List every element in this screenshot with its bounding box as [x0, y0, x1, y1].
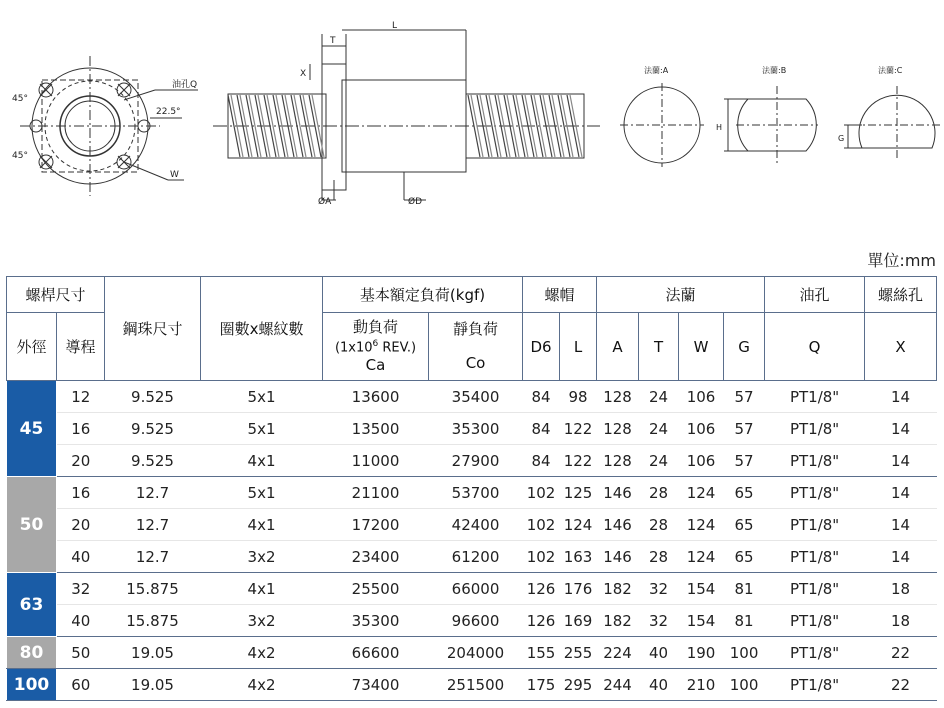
header-oil-hole: 油孔: [765, 277, 865, 313]
cell-t: 32: [639, 573, 679, 605]
cell-x: 14: [865, 477, 937, 509]
cell-l: 98: [560, 381, 597, 413]
header-lead: 導程: [57, 313, 105, 381]
cell-turns: 5x1: [201, 413, 323, 445]
cell-x: 14: [865, 509, 937, 541]
cell-lead: 16: [57, 413, 105, 445]
header-turns: 圈數x螺紋數: [201, 277, 323, 381]
header-g: G: [724, 313, 765, 381]
cell-ball: 12.7: [105, 509, 201, 541]
header-t: T: [639, 313, 679, 381]
cell-g: 100: [724, 637, 765, 669]
t-label: T: [330, 36, 336, 46]
flange-type-b-drawing: [724, 86, 818, 164]
cell-co: 251500: [429, 669, 523, 701]
cell-a: 146: [597, 509, 639, 541]
cell-x: 22: [865, 637, 937, 669]
ca-label: Ca: [365, 355, 386, 374]
table-row: [7, 541, 937, 573]
cell-t: 28: [639, 541, 679, 573]
cell-ball: 12.7: [105, 477, 201, 509]
cell-lead: 12: [57, 381, 105, 413]
cell-lead: 32: [57, 573, 105, 605]
table-row: [7, 637, 937, 669]
cell-w: 190: [679, 637, 724, 669]
cell-d6: 102: [523, 541, 560, 573]
cell-turns: 4x2: [201, 637, 323, 669]
spec-table: [6, 276, 937, 701]
header-nut: 螺帽: [523, 277, 597, 313]
cell-ca: 21100: [323, 477, 429, 509]
cell-x: 14: [865, 413, 937, 445]
header-screw-hole: 螺絲孔: [865, 277, 937, 313]
cell-lead: 40: [57, 541, 105, 573]
cell-ca: 73400: [323, 669, 429, 701]
cell-t: 32: [639, 605, 679, 637]
cell-co: 61200: [429, 541, 523, 573]
cell-ball: 15.875: [105, 573, 201, 605]
cell-t: 24: [639, 413, 679, 445]
cell-a: 244: [597, 669, 639, 701]
header-w: W: [679, 313, 724, 381]
cell-q: PT1/8": [765, 413, 865, 445]
table-row: [7, 509, 937, 541]
spec-table-body: [7, 381, 937, 701]
outer-dia-cell: 50: [7, 477, 57, 573]
w-label: W: [170, 170, 179, 180]
cell-ca: 13600: [323, 381, 429, 413]
table-row: [7, 413, 937, 445]
cell-x: 22: [865, 669, 937, 701]
cell-t: 24: [639, 445, 679, 477]
cell-g: 65: [724, 477, 765, 509]
cell-d6: 175: [523, 669, 560, 701]
dia-d-label: ØD: [408, 197, 423, 207]
dynamic-load-unit: ($1x10^6$ REV.): [334, 339, 417, 356]
cell-co: 35300: [429, 413, 523, 445]
static-load-label: 靜負荷: [453, 320, 499, 338]
cell-q: PT1/8": [765, 445, 865, 477]
cell-turns: 4x2: [201, 669, 323, 701]
cell-turns: 4x1: [201, 445, 323, 477]
cell-g: 57: [724, 445, 765, 477]
cell-turns: 3x2: [201, 541, 323, 573]
flange-a-label: 法蘭:A: [644, 66, 669, 75]
cell-a: 224: [597, 637, 639, 669]
cell-w: 106: [679, 413, 724, 445]
cell-q: PT1/8": [765, 573, 865, 605]
cell-w: 124: [679, 541, 724, 573]
header-q: Q: [765, 313, 865, 381]
cell-co: 204000: [429, 637, 523, 669]
table-row: [7, 381, 937, 413]
header-screw-size: 螺桿尺寸: [7, 277, 105, 313]
cell-lead: 50: [57, 637, 105, 669]
table-row: [7, 477, 937, 509]
cell-ca: 25500: [323, 573, 429, 605]
cell-x: 18: [865, 573, 937, 605]
co-label: Co: [465, 354, 486, 372]
outer-dia-cell: 80: [7, 637, 57, 669]
bolt-hole-top-right: [117, 83, 131, 97]
cell-ball: 19.05: [105, 669, 201, 701]
cell-d6: 102: [523, 477, 560, 509]
cell-ball: 15.875: [105, 605, 201, 637]
cell-l: 255: [560, 637, 597, 669]
cell-l: 124: [560, 509, 597, 541]
cell-lead: 16: [57, 477, 105, 509]
cell-q: PT1/8": [765, 637, 865, 669]
cell-a: 146: [597, 541, 639, 573]
cell-l: 122: [560, 445, 597, 477]
dia-a-label: ØA: [318, 197, 332, 207]
cell-w: 154: [679, 573, 724, 605]
cell-w: 106: [679, 445, 724, 477]
table-row: [7, 669, 937, 701]
cell-ca: 35300: [323, 605, 429, 637]
flange-b-label: 法蘭:B: [762, 66, 787, 75]
cell-l: 163: [560, 541, 597, 573]
cell-w: 124: [679, 477, 724, 509]
cell-ball: 19.05: [105, 637, 201, 669]
header-x: X: [865, 313, 937, 381]
cell-turns: 3x2: [201, 605, 323, 637]
oil-hole-label: 油孔Q: [172, 80, 198, 90]
bolt-hole-bottom-left: [39, 155, 53, 169]
cell-l: 295: [560, 669, 597, 701]
cell-t: 40: [639, 637, 679, 669]
header-dynamic-load: [323, 313, 429, 381]
cell-d6: 102: [523, 509, 560, 541]
cell-turns: 5x1: [201, 381, 323, 413]
cell-co: 53700: [429, 477, 523, 509]
cell-w: 210: [679, 669, 724, 701]
cell-ca: 13500: [323, 413, 429, 445]
cell-co: 27900: [429, 445, 523, 477]
cell-g: 81: [724, 573, 765, 605]
cell-ca: 11000: [323, 445, 429, 477]
cell-d6: 155: [523, 637, 560, 669]
cell-co: 42400: [429, 509, 523, 541]
cell-a: 128: [597, 413, 639, 445]
flange-c-label: 法蘭:C: [878, 66, 903, 75]
flange-type-c-drawing: [844, 86, 942, 160]
cell-a: 182: [597, 573, 639, 605]
cell-ball: 9.525: [105, 381, 201, 413]
cell-ca: 23400: [323, 541, 429, 573]
cell-turns: 5x1: [201, 477, 323, 509]
cell-d6: 126: [523, 573, 560, 605]
header-outer-dia: 外徑: [7, 313, 57, 381]
cell-ball: 12.7: [105, 541, 201, 573]
cell-ball: 9.525: [105, 413, 201, 445]
header-l: L: [560, 313, 597, 381]
flange-type-a-drawing: [620, 83, 704, 167]
cell-q: PT1/8": [765, 669, 865, 701]
cell-t: 24: [639, 381, 679, 413]
cell-g: 100: [724, 669, 765, 701]
cell-g: 65: [724, 509, 765, 541]
cell-x: 18: [865, 605, 937, 637]
bolt-hole-top-left: [39, 83, 53, 97]
table-row: [7, 445, 937, 477]
angle-top-label: 45°: [12, 94, 28, 104]
cell-l: 122: [560, 413, 597, 445]
cell-d6: 84: [523, 445, 560, 477]
cell-a: 146: [597, 477, 639, 509]
cell-g: 57: [724, 413, 765, 445]
cell-q: PT1/8": [765, 605, 865, 637]
cell-lead: 60: [57, 669, 105, 701]
header-flange: 法蘭: [597, 277, 765, 313]
cell-ball: 9.525: [105, 445, 201, 477]
header-a: A: [597, 313, 639, 381]
cell-turns: 4x1: [201, 573, 323, 605]
cell-turns: 4x1: [201, 509, 323, 541]
table-row: [7, 605, 937, 637]
cell-d6: 84: [523, 381, 560, 413]
outer-dia-cell: 45: [7, 381, 57, 477]
cell-co: 96600: [429, 605, 523, 637]
dynamic-load-label: 動負荷: [353, 318, 399, 337]
header-load-rating: 基本額定負荷(kgf): [323, 277, 523, 313]
header-d6: D6: [523, 313, 560, 381]
cell-t: 28: [639, 477, 679, 509]
h-label: H: [716, 123, 723, 132]
cell-g: 57: [724, 381, 765, 413]
cell-ca: 17200: [323, 509, 429, 541]
cell-w: 124: [679, 509, 724, 541]
unit-label: 單位:mm: [867, 251, 936, 270]
outer-dia-cell: 100: [7, 669, 57, 701]
outer-dia-cell: 63: [7, 573, 57, 637]
x-label: X: [300, 69, 307, 79]
angle-bottom-label: 45°: [12, 151, 28, 161]
cell-l: 125: [560, 477, 597, 509]
cell-w: 154: [679, 605, 724, 637]
cell-a: 128: [597, 381, 639, 413]
cell-q: PT1/8": [765, 509, 865, 541]
table-row: [7, 573, 937, 605]
cell-a: 182: [597, 605, 639, 637]
cell-d6: 126: [523, 605, 560, 637]
cell-l: 176: [560, 573, 597, 605]
cell-co: 66000: [429, 573, 523, 605]
cell-d6: 84: [523, 413, 560, 445]
cell-t: 40: [639, 669, 679, 701]
cell-x: 14: [865, 445, 937, 477]
cell-l: 169: [560, 605, 597, 637]
cell-x: 14: [865, 541, 937, 573]
cell-ca: 66600: [323, 637, 429, 669]
g-label: G: [838, 134, 845, 143]
cell-lead: 40: [57, 605, 105, 637]
cell-x: 14: [865, 381, 937, 413]
cell-t: 28: [639, 509, 679, 541]
cell-q: PT1/8": [765, 541, 865, 573]
header-ball-size: 鋼珠尺寸: [105, 277, 201, 381]
cell-w: 106: [679, 381, 724, 413]
cell-g: 65: [724, 541, 765, 573]
cell-g: 81: [724, 605, 765, 637]
cell-lead: 20: [57, 445, 105, 477]
cell-lead: 20: [57, 509, 105, 541]
cell-q: PT1/8": [765, 477, 865, 509]
technical-drawings: [0, 0, 944, 240]
cell-q: PT1/8": [765, 381, 865, 413]
angle-mid-label: 22.5°: [156, 107, 181, 117]
cell-co: 35400: [429, 381, 523, 413]
cell-a: 128: [597, 445, 639, 477]
l-label: L: [392, 21, 398, 31]
header-static-load: [429, 313, 523, 381]
